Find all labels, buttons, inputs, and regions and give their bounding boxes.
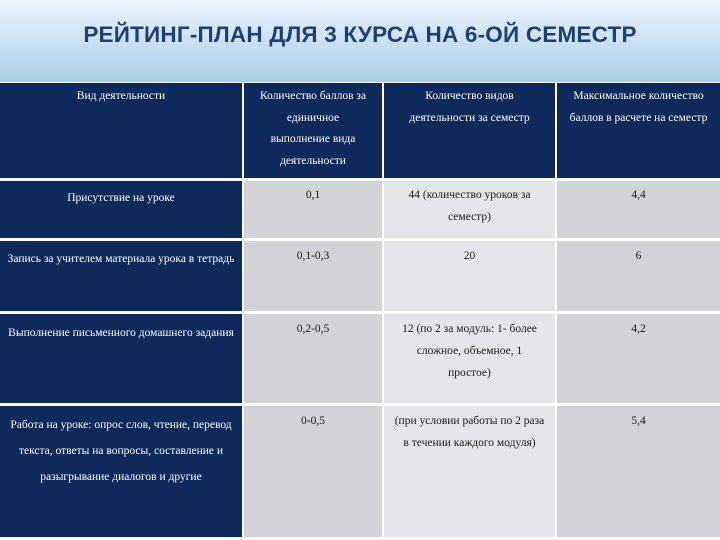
row-max-cell: 4,2: [557, 314, 720, 406]
page-title: РЕЙТИНГ-ПЛАН ДЛЯ 3 КУРСА НА 6-ОЙ СЕМЕСТР: [83, 22, 637, 47]
row-points-cell: 0-0,5: [244, 406, 384, 540]
header-activity-type: Вид деятельности: [0, 83, 244, 181]
row-max-cell: 6: [557, 241, 720, 314]
row-activity-cell: [0, 406, 244, 540]
table-header-row: [0, 83, 720, 181]
table-row: [0, 314, 720, 406]
table-row: [0, 406, 720, 540]
row-activity-cell: [0, 314, 244, 406]
row-points-cell: 0,2-0,5: [244, 314, 384, 406]
rating-plan-table: [0, 83, 720, 540]
table-row: [0, 181, 720, 241]
table-row: [0, 241, 720, 314]
row-max-cell: 5,4: [557, 406, 720, 540]
header-points-per-unit: Количество баллов за единичное выполнение вида деятельности: [244, 83, 384, 181]
header-activity-count: Количество видов деятельности за семестр: [384, 83, 557, 181]
row-count-cell: 20: [384, 241, 557, 314]
row-points-cell: 0,1: [244, 181, 384, 241]
row-activity-cell: [0, 241, 244, 314]
header-max-points: Максимальное количество баллов в расчете на семестр: [557, 83, 720, 181]
row-count-cell: 44 (количество уроков за семестр): [384, 181, 557, 241]
row-activity-label: Выполнение письменного домашнего задания: [8, 327, 234, 339]
rating-table-container: [0, 83, 720, 540]
row-max-cell: 4,4: [557, 181, 720, 241]
row-count-cell: (при условии работы по 2 раза в течении каждого модуля): [384, 406, 557, 540]
row-activity-label: Присутствие на уроке: [67, 192, 175, 204]
row-activity-label: Работа на уроке: опрос слов, чтение, перевод текста, ответы на вопросы, составление и разыгрывание диалогов и другие: [10, 419, 232, 483]
row-points-cell: 0,1-0,3: [244, 241, 384, 314]
row-activity-label: Запись за учителем материала урока в тетрадь: [7, 253, 235, 265]
row-activity-cell: [0, 181, 244, 241]
row-count-cell: 12 (по 2 за модуль: 1- более сложное, объемное, 1 простое): [384, 314, 557, 406]
